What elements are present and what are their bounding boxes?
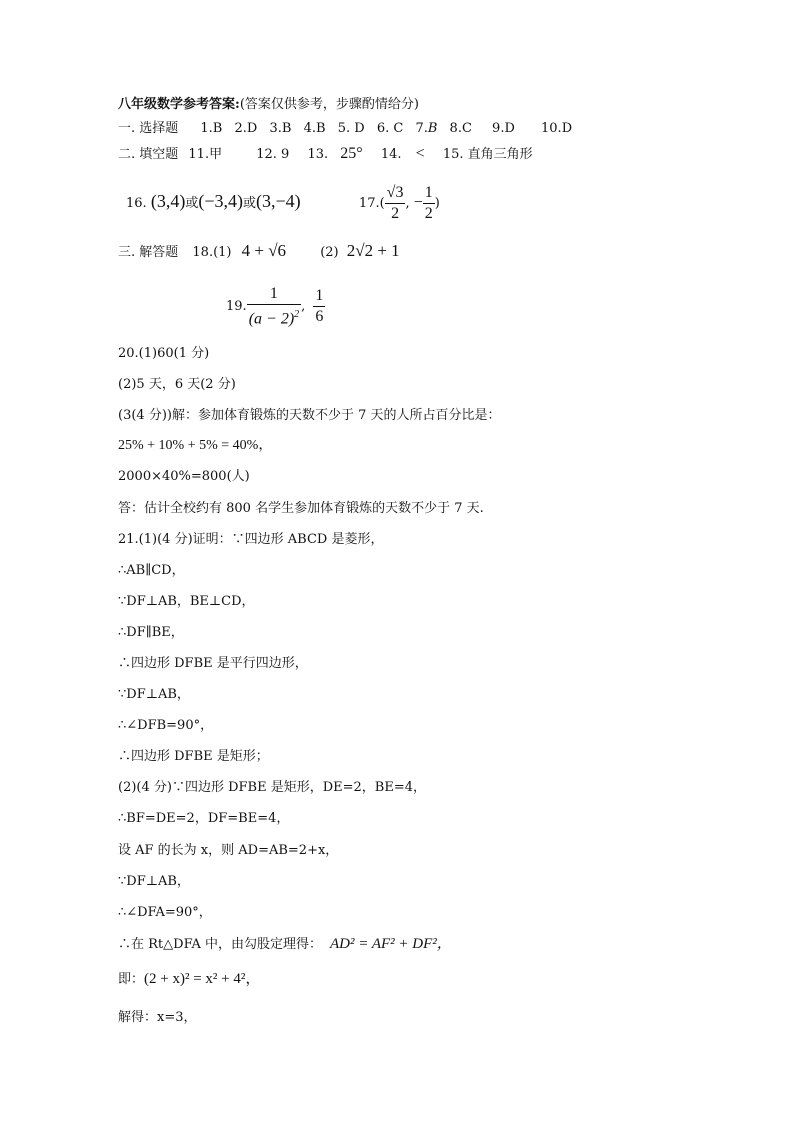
solve-18-1-label: 18.(1) [192, 245, 232, 260]
q20-line-4: 25% + 10% + 5% = 40%， [118, 438, 273, 453]
choice-answer-8: 8.C [449, 121, 472, 136]
solve-section-label: 三. 解答题 [118, 245, 179, 260]
header-note: (答案仅供参考，步骤酌情给分) [239, 97, 419, 112]
fill-answer-16-label: 16. [126, 196, 147, 211]
q21-line-14 [118, 935, 452, 954]
solve-row-18 [118, 242, 400, 262]
or-text: 或 [185, 196, 199, 211]
fill-answer-16b: (−3,4) [198, 191, 243, 211]
fill-section-label: 二. 填空题 [118, 147, 179, 162]
q21-line-4: ∴DF∥BE， [118, 625, 184, 640]
choice-answer-5: 5. D [337, 121, 365, 136]
denominator-base: (a − 2) [248, 310, 295, 328]
solve-19-value [313, 286, 325, 327]
minus-sign: − [413, 194, 423, 211]
q20-line-6: 答：估计全校约有 800 名学生参加体育锻炼的天数不少于 7 天. [118, 501, 484, 516]
fill-answer-13-label: 13. [307, 147, 329, 162]
fill-answer-13: 25° [340, 145, 363, 162]
choice-answer-3: 3.B [269, 121, 292, 136]
fill-answer-12: 12. 9 [256, 147, 290, 162]
q21-line-10: ∴BF=DE=2，DF=BE=4， [118, 811, 290, 826]
fill-answer-14-label: 14. [380, 147, 402, 162]
q21-line-13: ∴∠DFA=90°， [118, 905, 212, 920]
close-paren: ) [434, 196, 440, 211]
fraction-numerator: 1 [313, 286, 325, 307]
choice-answer-7-num: 7. [415, 121, 428, 136]
q21-line-8: ∴四边形 DFBE 是矩形； [118, 749, 269, 764]
q21-line-15-formula: (2 + x)² = x² + 4²， [144, 971, 261, 987]
solve-19-label: 19. [226, 299, 247, 315]
choice-answer-6: 6. C [376, 121, 404, 136]
q21-line-9: (2)(4 分)∵四边形 DFBE 是矩形，DE=2，BE=4， [118, 780, 426, 795]
fill-answer-17-label: 17.( [358, 196, 385, 211]
q20-line-1: 20.(1)60(1 分) [118, 346, 210, 361]
choice-answer-9: 9.D [492, 121, 515, 136]
fraction-denominator: 2 [424, 205, 433, 222]
q20-line-2: (2)5 天，6 天(2 分) [118, 377, 236, 392]
q21-line-7: ∴∠DFB=90°， [118, 718, 214, 733]
q21-line-3: ∵DF⊥AB，BE⊥CD， [118, 594, 255, 609]
q21-line-2: ∴AB∥CD， [118, 563, 185, 578]
fill-answer-16c: (3,−4) [256, 191, 301, 211]
fill-answers-16-17 [118, 183, 440, 224]
choice-answer-2: 2.D [234, 121, 258, 136]
q21-line-5: ∴四边形 DFBE 是平行四边形， [118, 656, 308, 671]
q21-line-14-text: ∴在 Rt△DFA 中，由勾股定理得： [118, 937, 322, 952]
choice-section-label: 一. 选择题 [118, 121, 179, 136]
comma: , [301, 299, 306, 315]
fraction-numerator: 1 [423, 183, 435, 204]
fill-answer-15: 15. 直角三角形 [442, 147, 533, 162]
choice-answer-1: 1.B [200, 121, 223, 136]
fraction-numerator: √3 [385, 183, 406, 204]
solve-19-answer [247, 284, 301, 329]
or-text: 或 [242, 196, 256, 211]
q21-line-11: 设 AF 的长为 x，则 AD=AB=2+x， [118, 843, 339, 858]
fill-answer-17a [385, 183, 406, 224]
comma: , [405, 196, 410, 211]
fraction-denominator: 2 [391, 205, 400, 222]
solve-row-19 [226, 284, 325, 329]
fill-answer-14: < [415, 145, 425, 162]
q21-line-16: 解得：x=3， [118, 1010, 197, 1025]
solve-18-2-answer: 2√2 + 1 [346, 241, 400, 260]
fraction-denominator [247, 305, 301, 329]
fill-answer-11: 11.甲 [188, 147, 223, 162]
q21-line-15 [118, 970, 260, 989]
choice-answer-10: 10.D [541, 121, 573, 136]
q21-line-15-text: 即： [118, 972, 145, 987]
fill-answers-row [118, 145, 533, 164]
q21-line-6: ∵DF⊥AB， [118, 687, 190, 702]
q21-line-14-formula: AD² = AF² + DF²， [329, 936, 452, 952]
answer-header [118, 96, 419, 114]
fill-answer-17b [423, 183, 435, 224]
q21-line-1: 21.(1)(4 分)证明：∵四边形 ABCD 是菱形， [118, 532, 384, 547]
solve-18-1-answer: 4 + √6 [241, 241, 287, 260]
exponent: 2 [294, 309, 300, 320]
choice-answer-7: B [427, 121, 438, 136]
solve-18-2-label: (2) [320, 245, 339, 260]
q21-line-12: ∵DF⊥AB， [118, 874, 190, 889]
fill-answer-16a: (3,4) [150, 191, 186, 211]
choice-answers-row [118, 120, 572, 138]
choice-answer-4: 4.B [303, 121, 326, 136]
fraction-denominator: 6 [315, 308, 324, 326]
page-title: 八年级数学参考答案: [118, 97, 240, 112]
q20-line-5: 2000×40%=800(人) [118, 469, 250, 484]
q20-line-3: (3(4 分))解：参加体育锻炼的天数不少于 7 天的人所占百分比是： [118, 408, 501, 423]
fraction-numerator: 1 [247, 284, 301, 305]
